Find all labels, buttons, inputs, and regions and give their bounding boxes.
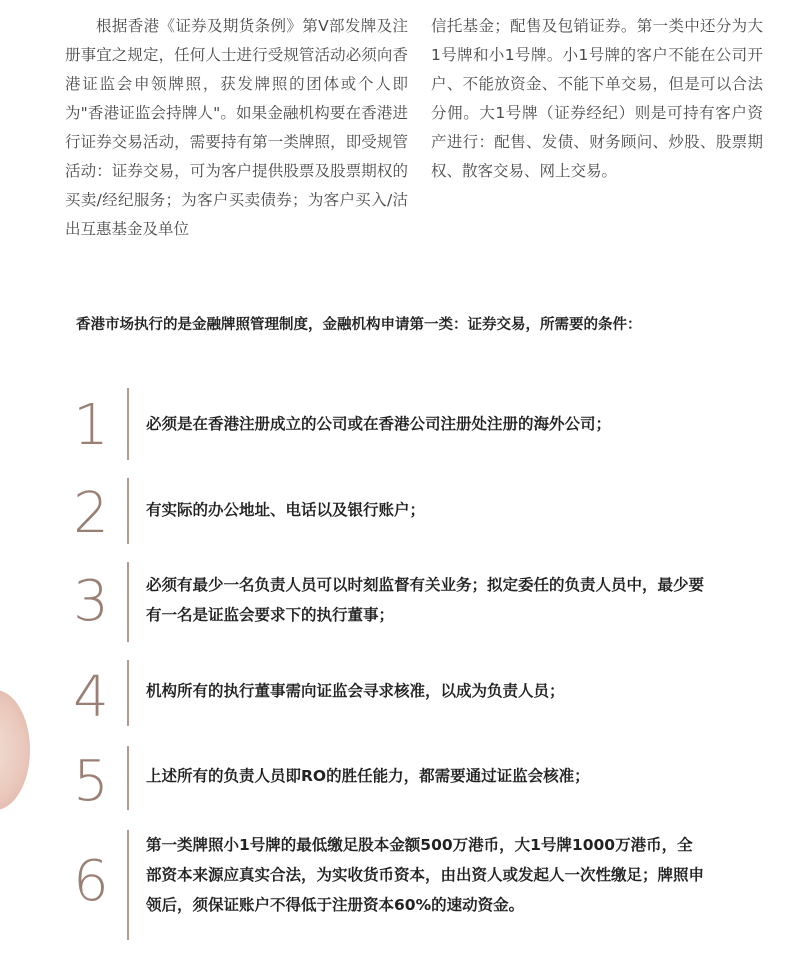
- condition-number: 4: [73, 665, 109, 730]
- condition-number: 5: [73, 749, 109, 814]
- condition-number: 3: [73, 569, 109, 634]
- intro-paragraph-left: 根据香港《证券及期货条例》第V部发牌及注册事宜之规定，任何人士进行受规管活动必须向香港证监会申领牌照，获发牌照的团体或个人即为"香港证监会持牌人"。如果金融机构要在香港进行证券交易活动，需要持有第一类牌照，即受规管活动：证券交易，可为客户提供股票及股票期权的买卖/经纪服务；为客户买卖债券；为客户买入/沽出互惠基金及单位: [65, 17, 408, 238]
- condition-text: 机构所有的执行董事需向证监会寻求核准，以成为负责人员；: [146, 682, 565, 700]
- condition-number: 2: [73, 481, 109, 546]
- divider-line: [127, 660, 129, 726]
- finger-photo-edge: [0, 690, 30, 810]
- condition-number: 1: [73, 393, 109, 458]
- divider-line: [127, 478, 129, 544]
- divider-line: [127, 388, 129, 460]
- condition-text: 有实际的办公地址、电话以及银行账户；: [146, 501, 426, 519]
- condition-text: 第一类牌照小1号牌的最低缴足股本金额500万港币，大1号牌1000万港币，全部资本来源应真实合法，为实收货币资本，由出资人或发起人一次性缴足；牌照申领后，须保证账户不得低于注册资本60%的速动资金。: [146, 836, 705, 914]
- divider-line: [127, 562, 129, 642]
- condition-text: 上述所有的负责人员即RO的胜任能力，都需要通过证监会核准；: [146, 767, 590, 785]
- conditions-heading: 香港市场执行的是金融牌照管理制度，金融机构申请第一类：证券交易，所需要的条件：: [76, 317, 642, 333]
- divider-line: [127, 830, 129, 940]
- condition-text: 必须有最少一名负责人员可以时刻监督有关业务；拟定委任的负责人员中，最少要有一名是证监会要求下的执行董事；: [146, 576, 705, 624]
- divider-line: [127, 746, 129, 810]
- condition-text: 必须是在香港注册成立的公司或在香港公司注册处注册的海外公司；: [146, 415, 612, 433]
- intro-paragraph-right: 信托基金；配售及包销证券。第一类中还分为大1号牌和小1号牌。小1号牌的客户不能在公司开户、不能放资金、不能下单交易，但是可以合法分佣。大1号牌（证券经纪）则是可持有客户资产进行：配售、发债、财务顾问、炒股、股票期权、散客交易、网上交易。: [431, 17, 763, 180]
- condition-number: 6: [73, 849, 109, 914]
